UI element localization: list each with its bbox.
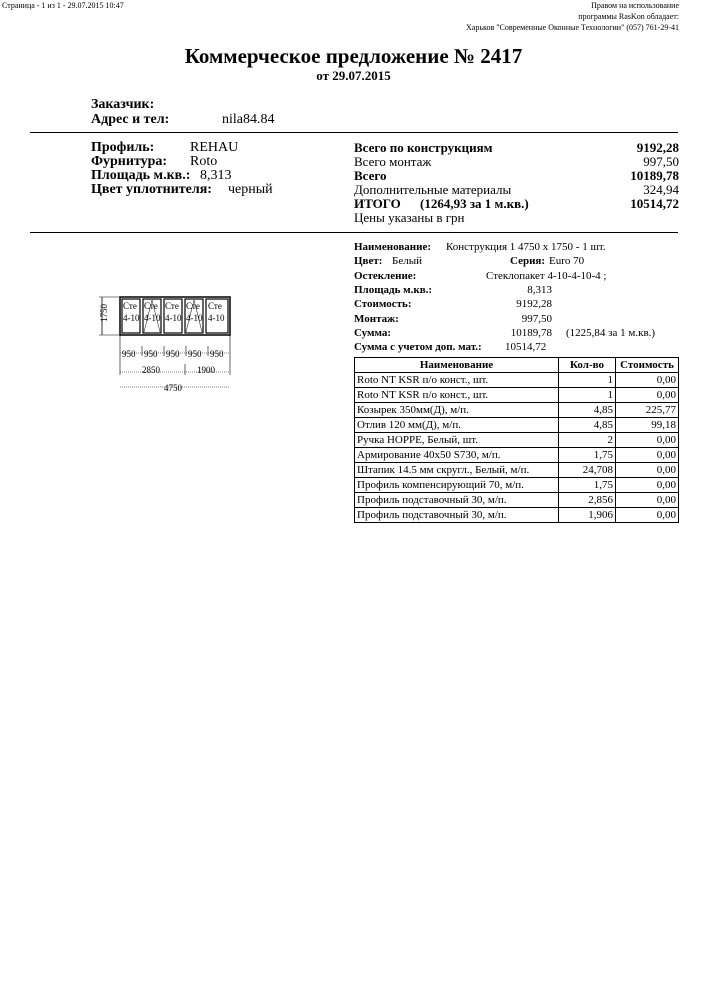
svg-text:Сте: Сте [123,301,137,311]
grand-note: (1264,93 за 1 м.кв.) [420,196,529,211]
seal-label: Цвет уплотнителя: [91,182,212,197]
grand-value: 10514,72 [630,196,679,211]
rights-line-2: программы RasKon обладает: [578,12,679,21]
col-name-header: Наименование [355,358,559,373]
constr-mount-label: Монтаж: [354,313,399,325]
constr-cost-label: Стоимость: [354,298,412,310]
svg-text:4-10: 4-10 [208,313,225,323]
constr-glazing-value: Стеклопакет 4-10-4-10-4 ; [486,270,607,282]
seal-value: черный [228,182,273,197]
svg-text:4-10: 4-10 [144,313,161,323]
table-header-row [355,358,679,373]
table-row: Армирование 40х50 S730, м/п. 1,75 0,00 [355,448,679,463]
constr-cost-value: 9192,28 [516,298,552,310]
table-row: Roto NT KSR п/о конст., шт. 1 0,00 [355,373,679,388]
table-row: Козырек 350мм(Д), м/п. 4,85 225,77 [355,403,679,418]
customer-label: Заказчик: [91,97,155,112]
constr-sum-label: Сумма: [354,327,392,339]
area-label: Площадь м.кв.: [91,168,191,183]
col-qty-header: Кол-во [559,358,616,373]
constr-series-label: Серия: [510,255,546,267]
svg-text:4-10: 4-10 [165,313,182,323]
divider-middle [30,232,678,233]
width-dim-4: 950 [188,349,202,359]
rights-line-3: Харьков "Современные Оконные Технологии" (057) 761-29-41 [466,23,679,32]
currency-note: Цены указаны в грн [354,210,465,225]
offer-date: от 29.07.2015 [316,68,391,83]
table-row: Ручка HOPPE, Белый, шт. 2 0,00 [355,433,679,448]
profile-value: REHAU [190,140,239,155]
constr-color-value: Белый [392,255,422,267]
constr-sum-extra-value: 10514,72 [505,341,547,353]
constr-name-value: Конструкция 1 4750 х 1750 - 1 шт. [446,241,606,253]
constructions-label: Всего по конструкциям [354,140,493,155]
group-width-2: 1900 [197,365,215,375]
profile-label: Профиль: [91,140,155,155]
table-row: Профиль компенсирующий 70, м/п. 1,75 0,00 [355,478,679,493]
constructions-value: 9192,28 [636,140,679,155]
total-width: 4750 [164,383,182,393]
address-value: nila84.84 [222,112,275,127]
mount-value: 997,50 [643,154,679,169]
width-dim-1: 950 [122,349,136,359]
address-label: Адрес и тел: [91,112,170,127]
constr-area-value: 8,313 [527,284,552,296]
svg-text:Сте: Сте [165,301,179,311]
constr-name-label: Наименование: [354,241,431,253]
width-dim-5: 950 [210,349,224,359]
constr-sum-extra-label: Сумма с учетом доп. мат.: [354,341,482,353]
svg-text:Сте: Сте [208,301,222,311]
total-value: 10189,78 [630,168,679,183]
fittings-label: Фурнитура: [91,154,168,169]
table-row: Отлив 120 мм(Д), м/п. 4,85 99,18 [355,418,679,433]
col-cost-header: Стоимость [616,358,679,373]
table-row: Штапик 14.5 мм скругл., Белый, м/п. 24,708 0,00 [355,463,679,478]
page-info: Страница - 1 из 1 - 29.07.2015 10:47 [2,1,124,10]
page-title: Коммерческое предложение № 2417 [184,44,523,68]
group-width-1: 2850 [142,365,160,375]
svg-text:Сте: Сте [144,301,158,311]
rights-line-1: Правом на использование [591,1,679,10]
area-value: 8,313 [200,168,232,183]
constr-glazing-label: Остекление: [354,270,417,282]
constr-sum-note: (1225,84 за 1 м.кв.) [566,327,656,339]
divider-top [30,132,678,133]
grand-label: ИТОГО [354,196,401,211]
constr-color-label: Цвет: [354,255,383,267]
materials-table [354,357,679,523]
fittings-value: Roto [190,154,218,169]
svg-text:4-10: 4-10 [123,313,140,323]
width-dim-2: 950 [144,349,158,359]
width-dim-3: 950 [166,349,180,359]
constr-area-label: Площадь м.кв.: [354,284,433,296]
constr-sum-value: 10189,78 [510,327,552,339]
mount-label: Всего монтаж [354,154,432,169]
constr-series-value: Euro 70 [549,255,585,267]
extra-value: 324,94 [643,182,679,197]
window-drawing [96,290,246,400]
constr-mount-value: 997,50 [521,313,552,325]
extra-label: Дополнительные материалы [354,182,512,197]
svg-text:Сте: Сте [186,301,200,311]
table-row: Профиль подставочный 30, м/п. 2,856 0,00 [355,493,679,508]
total-label: Всего [354,168,387,183]
svg-text:4-10: 4-10 [186,313,203,323]
height-dim-text: 1750 [99,304,109,322]
table-row: Профиль подставочный 30, м/п. 1,906 0,00 [355,508,679,523]
table-row: Roto NT KSR п/о конст., шт. 1 0,00 [355,388,679,403]
